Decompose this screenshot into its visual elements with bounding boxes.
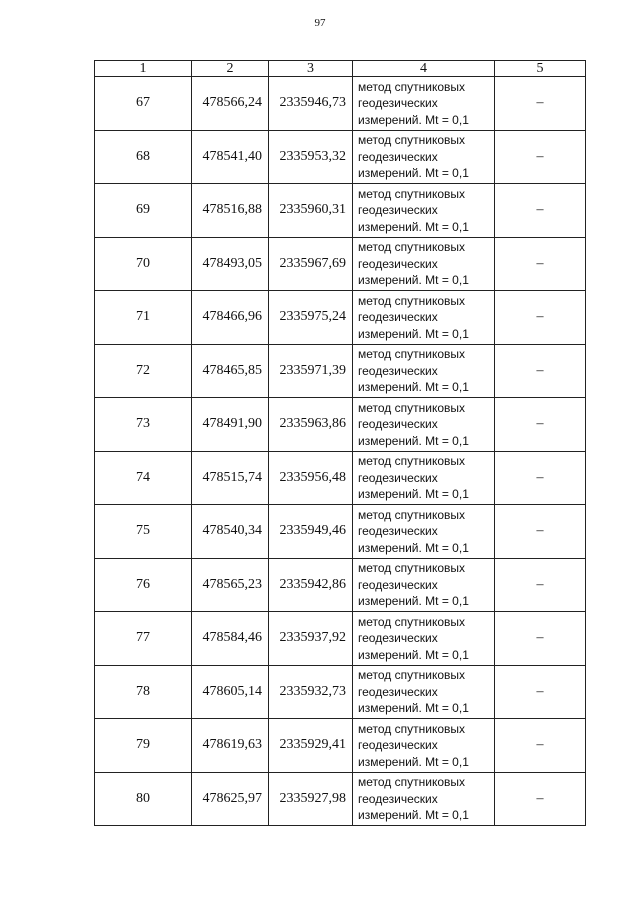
x-coordinate-cell: 478540,34 (192, 505, 269, 559)
method-text-line: измерений. Mt = 0,1 (358, 487, 469, 501)
method-text-line: метод спутниковых (358, 293, 466, 308)
column-header: 1 (95, 61, 192, 77)
page-number: 97 (314, 17, 326, 29)
method-text-line: геодезических (358, 470, 438, 485)
method-text-line: измерений. Mt = 0,1 (358, 594, 469, 608)
table-body (95, 77, 586, 826)
method-text-line: метод спутниковых (358, 454, 466, 468)
method-text-line: измерений. Mt = 0,1 (358, 808, 469, 822)
point-number-cell: 74 (95, 451, 192, 505)
y-coordinate-cell: 2335967,69 (269, 237, 353, 291)
note-cell: – (495, 130, 586, 184)
method-cell (353, 719, 495, 773)
method-cell (353, 237, 495, 291)
x-coordinate-cell: 478466,96 (192, 291, 269, 345)
y-coordinate-cell: 2335929,41 (269, 719, 353, 773)
y-coordinate-cell: 2335932,73 (269, 665, 353, 719)
y-coordinate-cell: 2335971,39 (269, 344, 353, 398)
table-row (95, 665, 586, 719)
y-coordinate-cell: 2335946,73 (269, 77, 353, 131)
x-coordinate-cell: 478584,46 (192, 612, 269, 666)
y-coordinate-cell: 2335975,24 (269, 291, 353, 345)
method-text-line: геодезических (358, 310, 438, 324)
note-cell: – (495, 719, 586, 773)
x-coordinate-cell: 478605,14 (192, 665, 269, 719)
method-text-line: измерений. Mt = 0,1 (358, 326, 469, 341)
method-text-line: геодезических (358, 96, 438, 110)
point-number-cell: 77 (95, 612, 192, 666)
y-coordinate-cell: 2335927,98 (269, 772, 353, 826)
method-text-line: геодезических (358, 684, 438, 699)
method-text-line: измерений. Mt = 0,1 (358, 433, 469, 448)
method-text-line: геодезических (358, 417, 438, 431)
note-cell: – (495, 398, 586, 452)
note-cell: – (495, 291, 586, 345)
method-text-line: геодезических (358, 363, 438, 378)
y-coordinate-cell: 2335937,92 (269, 612, 353, 666)
point-number-cell: 68 (95, 130, 192, 184)
note-cell: – (495, 77, 586, 131)
note-cell: – (495, 451, 586, 505)
point-number-cell: 75 (95, 505, 192, 559)
table-header-row (95, 61, 586, 77)
method-text-line: измерений. Mt = 0,1 (358, 166, 469, 180)
method-text-line: измерений. Mt = 0,1 (358, 754, 469, 769)
method-text-line: геодезических (358, 203, 438, 217)
method-text-line: измерений. Mt = 0,1 (358, 701, 469, 715)
x-coordinate-cell: 478565,23 (192, 558, 269, 612)
method-text-line: метод спутниковых (358, 721, 466, 736)
method-text-line: измерений. Mt = 0,1 (358, 380, 469, 394)
method-cell (353, 184, 495, 238)
method-cell (353, 505, 495, 559)
point-number-cell: 73 (95, 398, 192, 452)
table-row (95, 719, 586, 773)
x-coordinate-cell: 478465,85 (192, 344, 269, 398)
method-text-line: геодезических (358, 738, 438, 752)
method-text-line: метод спутниковых (358, 347, 466, 361)
coordinates-table (94, 60, 586, 826)
method-text-line: измерений. Mt = 0,1 (358, 273, 469, 287)
y-coordinate-cell: 2335963,86 (269, 398, 353, 452)
method-text-line: метод спутниковых (358, 507, 466, 522)
method-text-line: метод спутниковых (358, 775, 466, 789)
x-coordinate-cell: 478625,97 (192, 772, 269, 826)
note-cell: – (495, 665, 586, 719)
table-row (95, 558, 586, 612)
table-row (95, 130, 586, 184)
point-number-cell: 80 (95, 772, 192, 826)
x-coordinate-cell: 478541,40 (192, 130, 269, 184)
method-text-line: метод спутниковых (358, 133, 466, 147)
method-text-line: геодезических (358, 524, 438, 538)
method-text-line: метод спутниковых (358, 400, 466, 415)
point-number-cell: 79 (95, 719, 192, 773)
table-row (95, 77, 586, 131)
point-number-cell: 67 (95, 77, 192, 131)
table-row (95, 451, 586, 505)
point-number-cell: 70 (95, 237, 192, 291)
method-text-line: метод спутниковых (358, 561, 466, 575)
column-header: 5 (495, 61, 586, 77)
method-text-line: геодезических (358, 577, 438, 592)
note-cell: – (495, 558, 586, 612)
method-text-line: метод спутниковых (358, 668, 466, 682)
table-row (95, 398, 586, 452)
table-row (95, 184, 586, 238)
method-cell (353, 130, 495, 184)
method-text-line: геодезических (358, 149, 438, 164)
method-text-line: геодезических (358, 791, 438, 806)
method-cell (353, 398, 495, 452)
x-coordinate-cell: 478516,88 (192, 184, 269, 238)
point-number-cell: 72 (95, 344, 192, 398)
x-coordinate-cell: 478515,74 (192, 451, 269, 505)
method-text-line: измерений. Mt = 0,1 (358, 219, 469, 234)
method-text-line: измерений. Mt = 0,1 (358, 112, 469, 127)
table-row (95, 612, 586, 666)
y-coordinate-cell: 2335949,46 (269, 505, 353, 559)
column-header: 4 (353, 61, 495, 77)
point-number-cell: 71 (95, 291, 192, 345)
method-text-line: измерений. Mt = 0,1 (358, 647, 469, 662)
table-row (95, 291, 586, 345)
y-coordinate-cell: 2335956,48 (269, 451, 353, 505)
note-cell: – (495, 505, 586, 559)
method-text-line: метод спутниковых (358, 79, 466, 94)
note-cell: – (495, 772, 586, 826)
method-text-line: метод спутниковых (358, 186, 466, 201)
x-coordinate-cell: 478566,24 (192, 77, 269, 131)
point-number-cell: 78 (95, 665, 192, 719)
method-text-line: метод спутниковых (358, 240, 466, 254)
note-cell: – (495, 184, 586, 238)
note-cell: – (495, 612, 586, 666)
method-cell (353, 612, 495, 666)
method-cell (353, 558, 495, 612)
method-cell (353, 665, 495, 719)
y-coordinate-cell: 2335960,31 (269, 184, 353, 238)
x-coordinate-cell: 478619,63 (192, 719, 269, 773)
note-cell: – (495, 344, 586, 398)
column-header: 2 (192, 61, 269, 77)
column-header: 3 (269, 61, 353, 77)
method-text-line: измерений. Mt = 0,1 (358, 540, 469, 555)
table-row (95, 344, 586, 398)
table-row (95, 237, 586, 291)
y-coordinate-cell: 2335942,86 (269, 558, 353, 612)
point-number-cell: 69 (95, 184, 192, 238)
table-row (95, 772, 586, 826)
method-text-line: метод спутниковых (358, 614, 466, 629)
method-cell (353, 291, 495, 345)
note-cell: – (495, 237, 586, 291)
x-coordinate-cell: 478491,90 (192, 398, 269, 452)
method-text-line: геодезических (358, 631, 438, 645)
point-number-cell: 76 (95, 558, 192, 612)
y-coordinate-cell: 2335953,32 (269, 130, 353, 184)
table-row (95, 505, 586, 559)
method-text-line: геодезических (358, 256, 438, 271)
method-cell (353, 344, 495, 398)
method-cell (353, 451, 495, 505)
x-coordinate-cell: 478493,05 (192, 237, 269, 291)
method-cell (353, 77, 495, 131)
method-cell (353, 772, 495, 826)
